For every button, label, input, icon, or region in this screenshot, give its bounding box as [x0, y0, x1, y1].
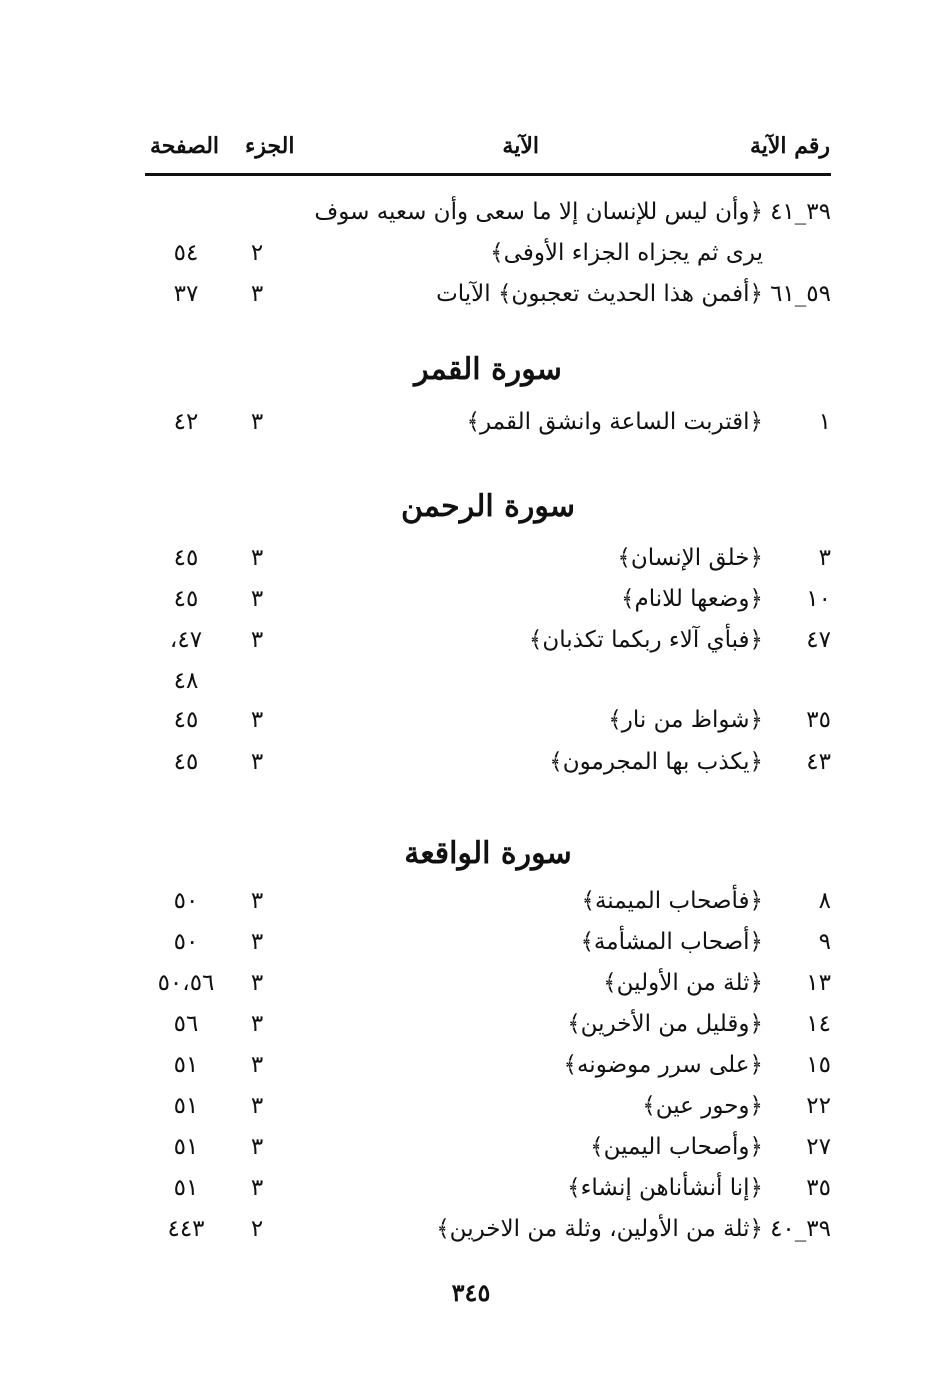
table-row: ١٤ ﴿وقليل من الأخرين﴾ ٣ ٥٦	[173, 1011, 831, 1037]
table-row: ٤٧ ﴿فبأي آلاء ربكما تكذبان﴾ ٣ ٤٧،	[169, 627, 831, 653]
table-row: يرى ثم يجزاه الجزاء الأوفى﴾ ٢ ٥٤	[173, 240, 763, 266]
header-ayah: الآية	[502, 133, 539, 159]
table-row: ٢٧ ﴿وأصحاب اليمين﴾ ٣ ٥١	[173, 1134, 831, 1160]
table-row: ٤٣ ﴿يكذب بها المجرمون﴾ ٣ ٤٥	[173, 749, 831, 775]
header-ayah-number: رقم الآية	[749, 133, 830, 159]
surah-heading: سورة القمر	[414, 352, 562, 387]
header-part: الجزء	[245, 133, 295, 159]
table-row: ٤٨	[173, 668, 199, 694]
table-row: ٣٩_٤٠ ﴿ثلة من الأولين، وثلة من الاخرين﴾ ٢ ٤٤٣	[167, 1216, 831, 1242]
table-row: ٣٥ ﴿شواظ من نار﴾ ٣ ٤٥	[173, 707, 831, 733]
table-row: ٢٢ ﴿وحور عين﴾ ٣ ٥١	[173, 1093, 831, 1119]
table-row: ٨ ﴿فأصحاب الميمنة﴾ ٣ ٥٠	[173, 888, 831, 914]
table-row: ٩ ﴿أصحاب المشأمة﴾ ٣ ٥٠	[173, 929, 831, 955]
table-row: ٣ ﴿خلق الإنسان﴾ ٣ ٤٥	[173, 545, 831, 571]
table-row: ١٠ ﴿وضعها للانام﴾ ٣ ٤٥	[173, 586, 831, 612]
table-row: ١٣ ﴿ثلة من الأولين﴾ ٣ ٥٠،٥٦	[157, 970, 831, 996]
page-number: ٣٤٥	[451, 1278, 491, 1307]
table-row: ١ ﴿اقتربت الساعة وانشق القمر﴾ ٣ ٤٢	[173, 409, 831, 435]
surah-heading: سورة الواقعة	[404, 836, 572, 871]
table-row: ١٥ ﴿على سرر موضونه﴾ ٣ ٥١	[173, 1052, 831, 1078]
header-rule	[145, 173, 831, 176]
table-row: ٥٩_٦١ ﴿أفمن هذا الحديث تعجبون﴾ الآيات ٣ ٣٧	[173, 281, 831, 307]
surah-heading: سورة الرحمن	[400, 489, 576, 524]
table-row: ٣٩_٤١ ﴿وأن ليس للإنسان إلا ما سعى وأن سعيه سوف	[314, 199, 831, 225]
table-row: ٣٥ ﴿إنا أنشأناهن إنشاء﴾ ٣ ٥١	[173, 1175, 831, 1201]
header-page: الصفحة	[150, 133, 220, 159]
